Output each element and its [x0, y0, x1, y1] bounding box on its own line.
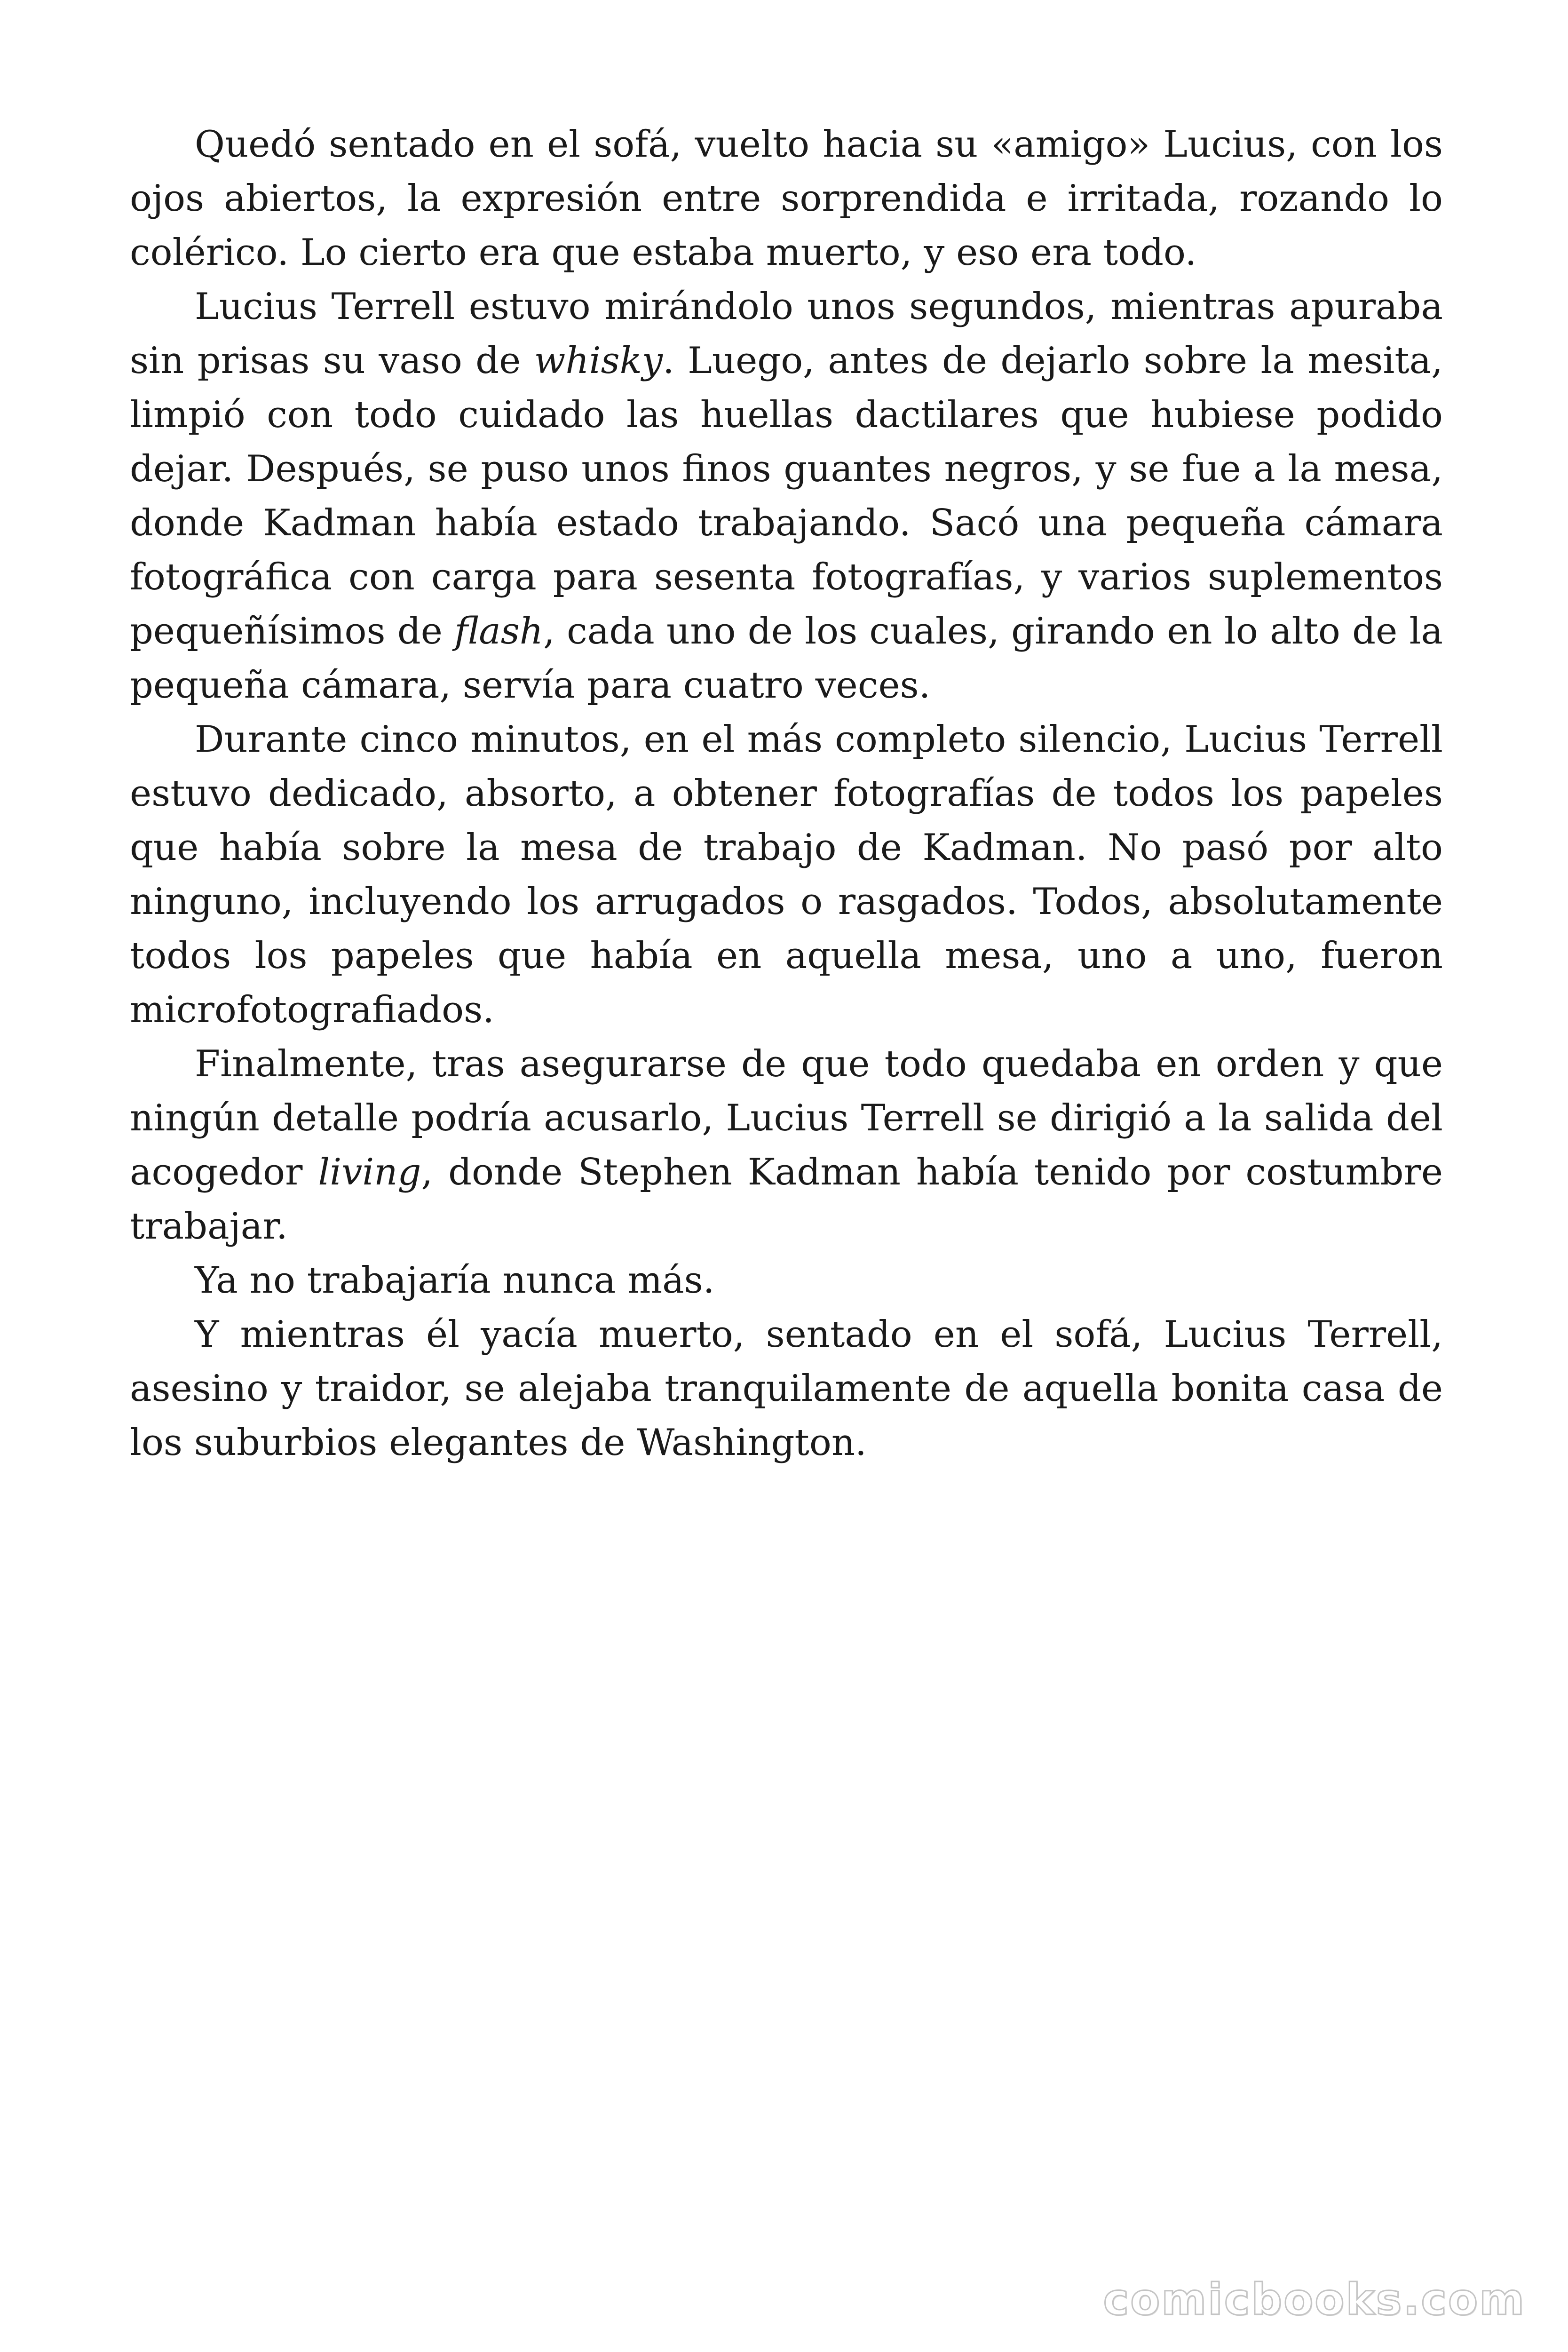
paragraph [130, 713, 1443, 1037]
text-run: . Luego, antes de dejarlo sobre la mesita, limpió con todo cuidado las huellas dactilares que hubiese podido dejar. Después, se puso unos finos guantes negros, y se fue a la mesa, donde Kadman había estado trabajando. Sacó una pequeña cámara fotográfica con carga para sesenta fotografías, y varios suplementos pequeñísimos de [130, 340, 1443, 652]
paragraph [130, 118, 1443, 280]
text-run: Ya no trabajaría nunca más. [195, 1259, 715, 1302]
paragraph [130, 1254, 1443, 1308]
paragraph [130, 1037, 1443, 1254]
watermark: comicbooks.com [1103, 2274, 1526, 2325]
text-run: Durante cinco minutos, en el más completo silencio, Lucius Terrell estuvo dedicado, absorto, a obtener fotografías de todos los papeles que había sobre la mesa de trabajo de Kadman. No pasó por alto ninguno, incluyendo los arrugados o rasgados. Todos, absolutamente todos los papeles que había en aquella mesa, uno a uno, fueron microfotografiados. [130, 718, 1443, 1031]
text-run: , cada uno de los cuales, girando en lo alto de la pequeña cámara, servía para cuatro veces. [130, 610, 1443, 707]
text-run: Finalmente, tras asegurarse de que todo quedaba en orden y que ningún detalle podría acusarlo, Lucius Terrell se dirigió a la salida del acogedor [130, 1043, 1443, 1193]
paragraph [130, 1308, 1443, 1470]
paragraph [130, 280, 1443, 713]
italic-text-run: flash [454, 610, 544, 652]
body-text [130, 118, 1443, 1470]
text-run: Quedó sentado en el sofá, vuelto hacia su «amigo» Lucius, con los ojos abiertos, la expresión entre sorprendida e irritada, rozando lo colérico. Lo cierto era que estaba muerto, y eso era todo. [130, 123, 1443, 274]
italic-text-run: whisky [534, 340, 663, 382]
text-run: Y mientras él yacía muerto, sentado en el sofá, Lucius Terrell, asesino y traidor, se alejaba tranquilamente de aquella bonita casa de los suburbios elegantes de Washington. [130, 1313, 1443, 1464]
italic-text-run: living [318, 1151, 421, 1193]
text-run: Lucius Terrell estuvo mirándolo unos segundos, mientras apuraba sin prisas su vaso de [130, 286, 1443, 382]
text-run: , donde Stephen Kadman había tenido por costumbre trabajar. [130, 1151, 1443, 1248]
